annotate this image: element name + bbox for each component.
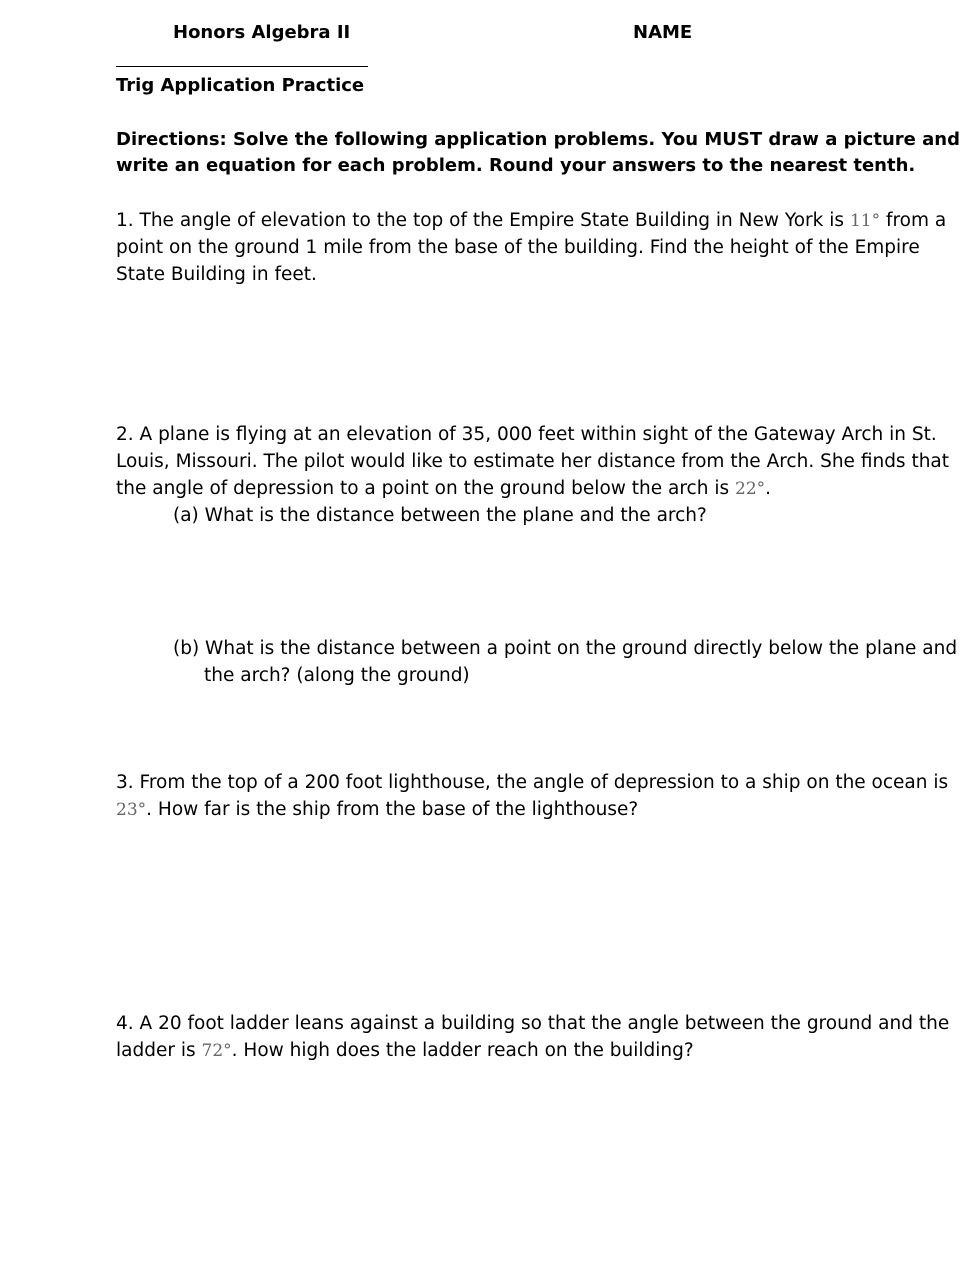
directions-line-2: write an equation for each problem. Round your answers to the nearest tenth.: [116, 155, 916, 176]
name-blank-line: [116, 66, 368, 67]
problem-2-part-b-line-1: (b) What is the distance between a point on the ground directly below the plane and: [173, 638, 958, 659]
problem-2-line-3: the angle of depression to a point on the ground below the arch is 22°.: [116, 478, 772, 499]
problem-1-angle: 11°: [849, 211, 881, 231]
problem-2-angle: 22°: [735, 479, 766, 499]
problem-3-line-1: 3. From the top of a 200 foot lighthouse, the angle of depression to a ship on the ocean is: [116, 772, 949, 793]
problem-1-line-2: point on the ground 1 mile from the base of the building. Find the height of the Empire: [116, 237, 920, 258]
problem-4-angle: 72°: [201, 1041, 232, 1061]
name-label: NAME: [633, 22, 693, 43]
problem-1-line-1: 1. The angle of elevation to the top of the Empire State Building in New York is 11° from a: [116, 210, 947, 231]
problem-2-line-1: 2. A plane is flying at an elevation of 35, 000 feet within sight of the Gateway Arch in St.: [116, 424, 937, 445]
problem-4-line-1: 4. A 20 foot ladder leans against a building so that the angle between the ground and the: [116, 1013, 950, 1034]
problem-1-line-3: State Building in feet.: [116, 264, 317, 285]
problem-3-angle: 23°: [116, 800, 147, 820]
problem-3-line-2: 23°. How far is the ship from the base of the lighthouse?: [116, 799, 639, 820]
directions-line-1: Directions: Solve the following application problems. You MUST draw a picture and: [116, 129, 960, 150]
problem-2-part-b-line-2: the arch? (along the ground): [204, 665, 470, 686]
page-title: Trig Application Practice: [116, 75, 365, 96]
problem-2-part-a: (a) What is the distance between the plane and the arch?: [173, 505, 707, 526]
course-title: Honors Algebra II: [173, 22, 351, 43]
problem-2-line-2: Louis, Missouri. The pilot would like to estimate her distance from the Arch. She finds that: [116, 451, 950, 472]
problem-4-line-2: ladder is 72°. How high does the ladder reach on the building?: [116, 1040, 694, 1061]
